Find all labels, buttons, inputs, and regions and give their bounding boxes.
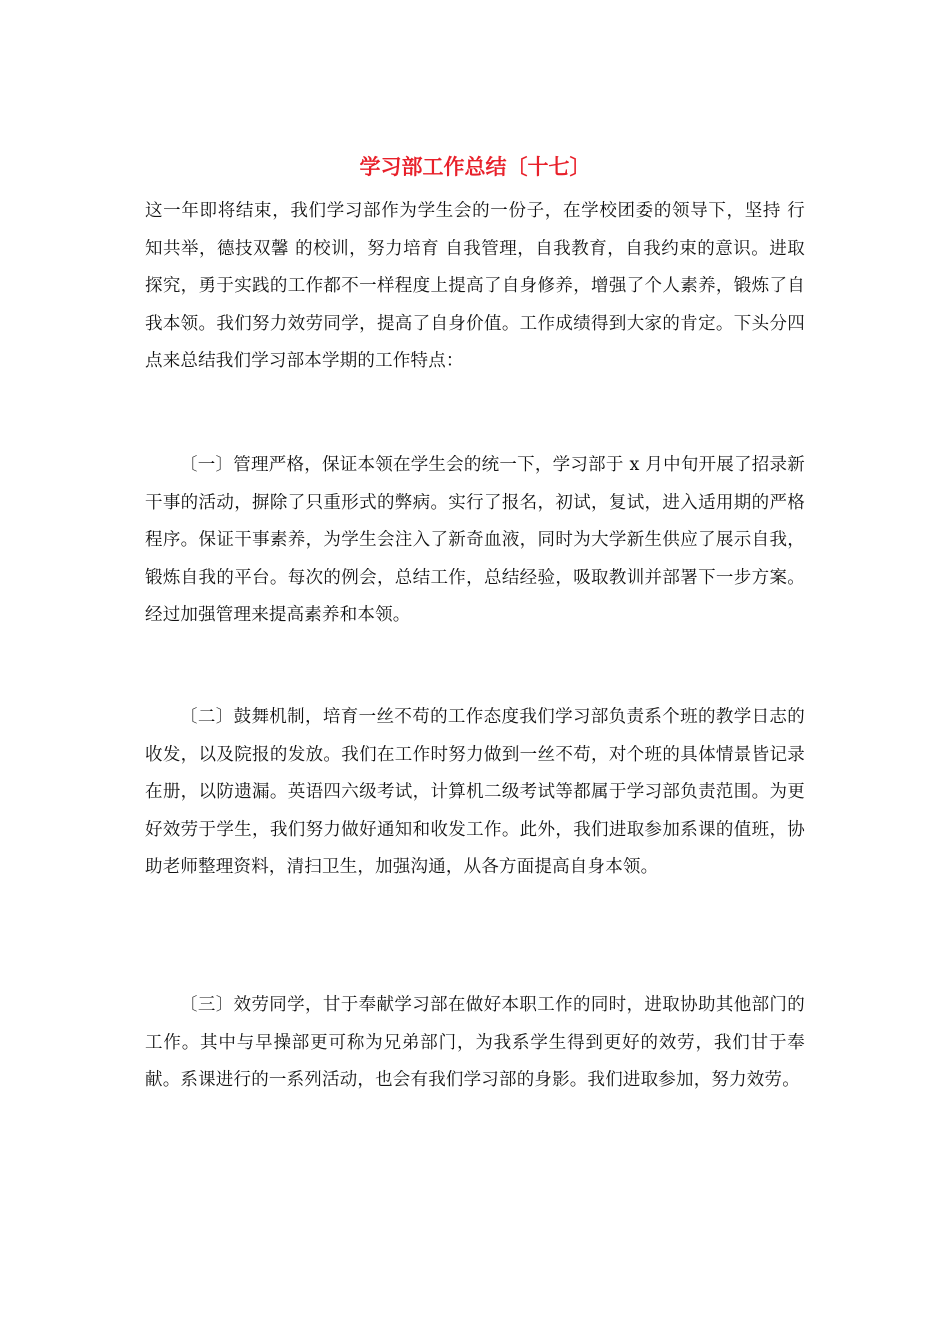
section-two-paragraph: 〔二〕鼓舞机制，培育一丝不苟的工作态度我们学习部负责系个班的教学日志的收发，以及院报的发放。我们在工作时努力做到一丝不苟，对个班的具体情景皆记录在册，以防遗漏。英语四六级考试，计算机二级考试等都属于学习部负责范围。为更好效劳于学生，我们努力做好通知和收发工作。此外，我们进取参加系课的值班，协助老师整理资料，清扫卫生，加强沟通，从各方面提高自身本领。	[145, 707, 805, 878]
section-one-paragraph: 〔一〕管理严格，保证本领在学生会的统一下，学习部于 x 月中旬开展了招录新干事的活动，摒除了只重形式的弊病。实行了报名，初试，复试，进入适用期的严格程序。保证干事素养，为学生会注入了新奇血液，同时为大学新生供应了展示自我，锻炼自我的平台。每次的例会，总结工作，总结经验，吸取教训并部署下一步方案。经过加强管理来提高素养和本领。	[145, 455, 805, 626]
page-title: 学习部工作总结〔十七〕	[359, 155, 591, 179]
intro-paragraph: 这一年即将结束，我们学习部作为学生会的一份子，在学校团委的领导下，坚持 行知共举，德技双馨 的校训，努力培育 自我管理，自我教育，自我约束的意识。进取探究，勇于实践的工作都不一样程度上提高了自身修养，增强了个人素养，锻炼了自我本领。我们努力效劳同学，提高了自身价值。工作成绩得到大家的肯定。下头分四点来总结我们学习部本学期的工作特点：	[145, 201, 805, 372]
section-three-paragraph: 〔三〕效劳同学，甘于奉献学习部在做好本职工作的同时，进取协助其他部门的工作。其中与早操部更可称为兄弟部门，为我系学生得到更好的效劳，我们甘于奉献。系课进行的一系列活动，也会有我们学习部的身影。我们进取参加，努力效劳。	[145, 995, 805, 1091]
